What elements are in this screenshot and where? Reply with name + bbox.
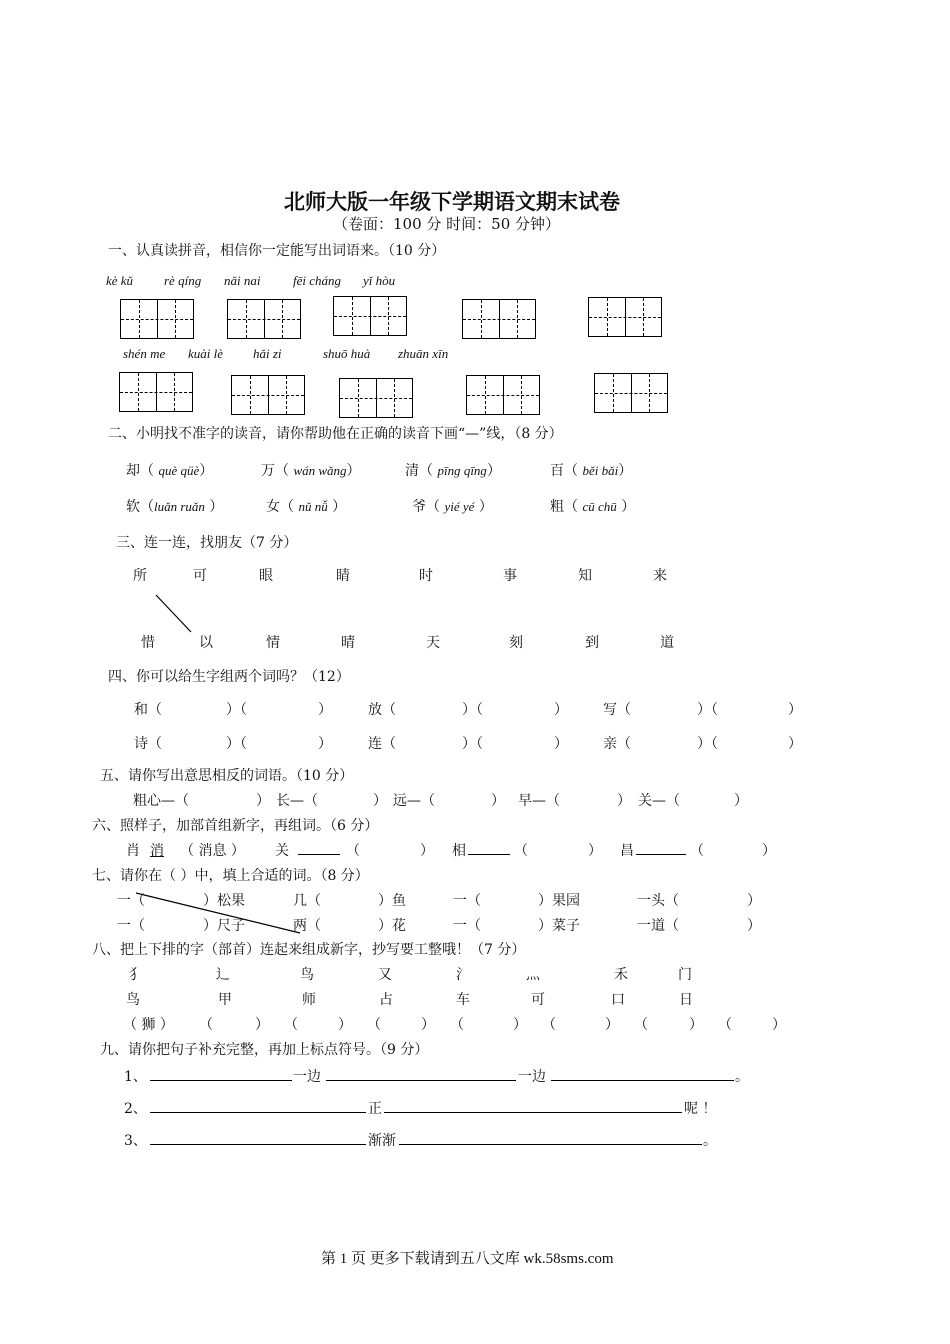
q8-answer[interactable]: （ — [367, 1017, 381, 1033]
q8-top-radical[interactable]: 灬 — [526, 967, 540, 983]
q1-heading: 一、认真读拼音，相信你一定能写出词语来。（10 分） — [108, 243, 446, 259]
q2-close: ） — [209, 499, 224, 515]
q2-char: 百（ — [550, 463, 578, 479]
q9-blank[interactable] — [150, 1098, 366, 1113]
q6-cell: 相 — [452, 843, 466, 859]
q1-pinyin-4: fēi cháng — [293, 273, 342, 288]
q2-close: ） — [346, 463, 361, 479]
q7-cell: 一（ — [117, 918, 145, 934]
q2-pinyin: běi bǎi — [582, 463, 619, 478]
q4-cell: 亲（ — [603, 736, 631, 752]
q2-char: 万（ — [261, 463, 289, 479]
q8-bottom-char[interactable]: 鸟 — [126, 992, 140, 1008]
q3-heading: 三、连一连，找朋友（7 分） — [116, 535, 298, 551]
q4-cell[interactable]: ） — [318, 702, 332, 718]
q7-cell[interactable]: ） — [747, 893, 761, 909]
q9-num: 1、 — [124, 1069, 147, 1085]
q7-cell[interactable]: ） — [747, 918, 761, 934]
q4-cell: 放（ — [368, 702, 396, 718]
q3-top-char[interactable]: 所 — [133, 568, 147, 584]
q7-heading: 七、请你在（ ）中，填上合适的词。（8 分） — [92, 868, 369, 884]
q8-top-radical[interactable]: 犭 — [129, 967, 143, 983]
q2-char: 女（ — [266, 499, 294, 515]
q8-answer[interactable]: ） — [689, 1017, 703, 1033]
q1-pinyin-6: shén me — [123, 346, 166, 361]
q4-cell[interactable]: ）（ — [697, 702, 718, 718]
q3-bottom-char[interactable]: 到 — [585, 635, 599, 651]
q5-cell: 粗心—（ — [133, 793, 189, 809]
q4-cell[interactable]: ）（ — [226, 702, 247, 718]
q9-word: 一边 — [518, 1069, 546, 1085]
q2-char: 爷（ — [412, 499, 440, 515]
q2-pinyin: yié yé — [444, 499, 475, 514]
q2-pinyin: pīnɡ qīnɡ — [437, 463, 487, 478]
q8-answer[interactable]: （ — [284, 1017, 298, 1033]
page-title: 北师大版一年级下学期语文期末试卷 — [284, 190, 620, 214]
q1-pinyin-7: kuài lè — [188, 346, 224, 361]
q3-example-line — [156, 595, 191, 632]
q3-top-char[interactable]: 知 — [578, 568, 592, 584]
q9-blank[interactable] — [326, 1066, 516, 1081]
q9-blank[interactable] — [150, 1066, 292, 1081]
q9-num: 3、 — [124, 1133, 147, 1149]
q7-cell[interactable]: ）果园 — [538, 893, 580, 909]
q1-pinyin-3: nǎi nai — [224, 273, 261, 288]
q3-top-char[interactable]: 来 — [653, 568, 667, 584]
q3-bottom-char[interactable]: 刻 — [509, 635, 523, 651]
q2-close: ） — [621, 499, 636, 515]
q4-cell[interactable]: ）（ — [697, 736, 718, 752]
q9-end: 。 — [735, 1069, 749, 1085]
q5-cell: 长—（ — [276, 793, 318, 809]
q1-pinyin-10: zhuān xīn — [398, 346, 449, 361]
q5-cell[interactable]: ） — [373, 793, 387, 809]
q3-bottom-char[interactable]: 晴 — [341, 635, 355, 651]
q4-cell[interactable]: ） — [554, 702, 568, 718]
q3-bottom-char[interactable]: 天 — [426, 635, 440, 651]
q8-top-radical[interactable]: 又 — [378, 967, 392, 983]
q8-bottom-char[interactable]: 口 — [611, 992, 625, 1008]
q8-answer[interactable]: ） — [421, 1017, 435, 1033]
q4-cell: 和（ — [134, 702, 162, 718]
q9-end: 呢 ！ — [684, 1101, 717, 1117]
q2-char: 软（ — [126, 499, 154, 515]
q6-cell: 肖 — [126, 843, 140, 859]
q4-heading: 四、你可以给生字组两个词吗？（12） — [108, 669, 350, 685]
q6-heading: 六、照样子，加部首组新字，再组词。（6 分） — [92, 818, 379, 834]
q3-bottom-char[interactable]: 惜 — [141, 635, 155, 651]
q2-char: 却（ — [126, 463, 154, 479]
q3-top-char[interactable]: 可 — [193, 568, 207, 584]
q3-bottom-char[interactable]: 情 — [266, 635, 280, 651]
q2-close: ） — [478, 499, 493, 515]
q3-top-char[interactable]: 事 — [503, 568, 517, 584]
q8-answer[interactable]: （ — [450, 1017, 464, 1033]
q3-bottom-char[interactable]: 以 — [199, 635, 213, 651]
q2-char: 粗（ — [550, 499, 578, 515]
q2-pinyin: wán wǎng — [293, 463, 347, 478]
q6-cell: （ — [690, 843, 704, 859]
q7-cell[interactable]: ）菜子 — [538, 918, 580, 934]
q2-pinyin: cū chū — [582, 499, 617, 514]
q7-cell[interactable]: ）鱼 — [378, 893, 406, 909]
q8-answer[interactable]: ） — [338, 1017, 352, 1033]
q8-top-radical[interactable]: 鸟 — [300, 967, 314, 983]
q8-top-radical[interactable]: 禾 — [614, 967, 628, 983]
q6-cell: 关 — [275, 843, 289, 859]
q6-cell[interactable]: ） — [588, 843, 602, 859]
q9-word: 渐渐 — [368, 1133, 396, 1149]
q6-example-char: 消 — [150, 843, 164, 859]
q8-answer[interactable]: ） — [605, 1017, 619, 1033]
q5-cell[interactable]: ） — [734, 793, 748, 809]
q9-end: 。 — [703, 1133, 717, 1149]
q1-pinyin-8: hǎi zi — [253, 346, 282, 361]
q7-cell[interactable]: ）花 — [378, 918, 406, 934]
q8-answer[interactable]: ） — [772, 1017, 786, 1033]
q4-cell: 写（ — [603, 702, 631, 718]
q2-close: ） — [199, 463, 214, 479]
q2-close: ） — [618, 463, 633, 479]
q8-bottom-char[interactable]: 师 — [302, 992, 316, 1008]
q4-cell[interactable]: ） — [788, 702, 802, 718]
q3-top-char[interactable]: 眼 — [259, 568, 273, 584]
q4-cell[interactable]: ） — [554, 736, 568, 752]
q9-blank[interactable] — [399, 1130, 702, 1145]
q7-cell[interactable]: ）松果 — [203, 893, 245, 909]
q6-blank[interactable] — [468, 840, 510, 855]
q8-answer: （ 狮 ） — [123, 1017, 174, 1033]
q8-answer[interactable]: ） — [255, 1017, 269, 1033]
q8-top-radical[interactable]: 氵 — [456, 967, 470, 983]
q4-cell[interactable]: ） — [318, 736, 332, 752]
q9-num: 2、 — [124, 1101, 147, 1117]
exam-subtitle: （卷面：100 分 时间：50 分钟） — [333, 215, 561, 233]
q5-cell: 关—（ — [638, 793, 680, 809]
q6-cell[interactable]: ） — [420, 843, 434, 859]
q4-cell: 连（ — [368, 736, 396, 752]
q7-cell: 两（ — [293, 918, 321, 934]
q9-word: 正 — [368, 1101, 382, 1117]
q7-cell: 一（ — [117, 893, 145, 909]
q5-cell[interactable]: ） — [491, 793, 505, 809]
q8-answer[interactable]: ） — [513, 1017, 527, 1033]
page-footer: 第 1 页 更多下载请到五八文库 wk.58sms.com — [321, 1251, 614, 1267]
q6-cell[interactable]: ） — [762, 843, 776, 859]
q7-cell: 一道（ — [637, 918, 679, 934]
q9-blank[interactable] — [384, 1098, 682, 1113]
q8-answer[interactable]: （ — [718, 1017, 732, 1033]
q1-pinyin-9: shuō huà — [323, 346, 371, 361]
q8-bottom-char[interactable]: 日 — [679, 992, 693, 1008]
q7-cell[interactable]: ）尺子 — [203, 918, 245, 934]
q9-word: 一边 — [293, 1069, 321, 1085]
q6-cell: （ 消息 ） — [180, 843, 245, 859]
q1-pinyin-1: kè kǔ — [106, 273, 134, 288]
q4-cell[interactable]: ）（ — [462, 702, 483, 718]
q5-cell: 远—（ — [393, 793, 435, 809]
q8-top-radical[interactable]: 门 — [678, 967, 692, 983]
q8-answer[interactable]: （ — [634, 1017, 648, 1033]
q1-pinyin-2: rè qíng — [164, 273, 202, 288]
q3-bottom-char[interactable]: 道 — [660, 635, 674, 651]
q4-cell[interactable]: ）（ — [226, 736, 247, 752]
q4-cell[interactable]: ）（ — [462, 736, 483, 752]
q6-cell: 昌 — [620, 843, 634, 859]
q8-answer[interactable]: （ — [542, 1017, 556, 1033]
q8-top-radical[interactable]: 辶 — [216, 967, 230, 983]
q9-heading: 九、请你把句子补充完整，再加上标点符号。（9 分） — [100, 1042, 429, 1058]
q2-pinyin: luǎn ruǎn — [154, 499, 205, 514]
q7-cell: 一（ — [453, 893, 481, 909]
q8-bottom-char[interactable]: 可 — [531, 992, 545, 1008]
q2-pinyin: què qüè — [158, 463, 200, 478]
q7-cell: 一（ — [453, 918, 481, 934]
q7-cell: 一头（ — [637, 893, 679, 909]
q7-cell: 几（ — [293, 893, 321, 909]
q2-close: ） — [486, 463, 501, 479]
q6-blank[interactable] — [636, 840, 686, 855]
q4-cell[interactable]: ） — [788, 736, 802, 752]
q8-bottom-char[interactable]: 占 — [379, 992, 393, 1008]
q5-cell[interactable]: ） — [617, 793, 631, 809]
q4-cell: 诗（ — [134, 736, 162, 752]
q6-cell: （ — [346, 843, 360, 859]
q2-close: ） — [332, 499, 347, 515]
q5-cell[interactable]: ） — [256, 793, 270, 809]
q9-blank[interactable] — [150, 1130, 366, 1145]
q6-cell: （ — [514, 843, 528, 859]
q5-heading: 五、请你写出意思相反的词语。（10 分） — [100, 768, 354, 784]
q2-pinyin: nǔ nǚ — [298, 499, 328, 514]
q2-heading: 二、小明找不准字的读音，请你帮助他在正确的读音下画“—”线，（8 分） — [108, 426, 563, 442]
q8-bottom-char[interactable]: 车 — [456, 992, 470, 1008]
q8-answer[interactable]: （ — [199, 1017, 213, 1033]
q9-blank[interactable] — [551, 1066, 734, 1081]
q2-char: 清（ — [405, 463, 433, 479]
q6-blank[interactable] — [298, 840, 340, 855]
q1-pinyin-5: yǐ hòu — [363, 273, 396, 288]
q8-heading: 八、把上下排的字（部首）连起来组成新字，抄写要工整哦！（7 分） — [92, 942, 526, 958]
q3-top-char[interactable]: 时 — [419, 568, 433, 584]
q8-bottom-char[interactable]: 甲 — [218, 992, 232, 1008]
q3-top-char[interactable]: 睛 — [336, 568, 350, 584]
q5-cell: 早—（ — [518, 793, 560, 809]
